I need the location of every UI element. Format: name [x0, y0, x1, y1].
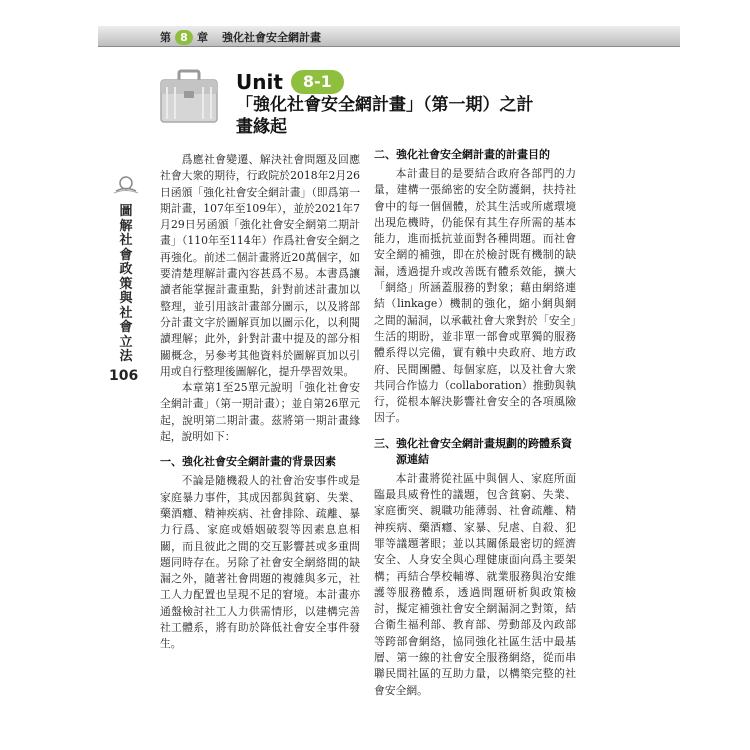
unit-number-badge: 8-1: [291, 70, 344, 94]
unit-title: 「強化社會安全網計畫」（第一期）之計畫緣起: [236, 95, 534, 137]
intro-paragraph-1: 爲應社會變遷、解決社會問題及回應社會大衆的期待，行政院於2018年2月26日函頒「強化社會安全網計畫」（即爲第一期計畫，107年至109年），並於2021年7月29日另函頒「強化社會安全網第二期計畫」（110年至114年）作爲社會安全網之再強化。前述二個計畫將近20萬個字，如要清楚理解計畫內容甚爲不易。本書爲讓讀者能掌握計畫重點，針對前述計畫加以整理，並引用該計畫部分圖示，以及將部分計畫文字於圖解頁加以圖示化，以利閱讀理解；此外，針對計畫中提及的部分相關概念，另參考其他資料於圖解頁加以引用或自行整理後圖解化，提升學習效果。: [160, 153, 360, 378]
unit-heading: [236, 70, 344, 94]
section-2-heading: 二、強化社會安全網計畫的計畫目的: [374, 148, 550, 161]
page-number: 106: [109, 368, 139, 384]
section-1-heading: 一、強化社會安全網計畫的背景因素: [160, 455, 336, 469]
unit-label: Unit: [236, 70, 283, 94]
chapter-suffix: 章: [197, 31, 208, 44]
chapter-header: [160, 29, 321, 45]
briefcase-icon: [157, 65, 221, 127]
section-3-body: 本計畫將從社區中與個人、家庭所面臨最具威脅性的議題，包含貧窮、失業、家庭衝突、親職功能薄弱、社會疏離、精神疾病、藥酒癮、家暴、兒虐、自殺、犯罪等議題著眼；並以其關係最密切的經濟安全、人身安全與心理健康面向爲主要架構；再結合學校輔導、就業服務與治安維護等服務體系，透過問題研析與政策檢討，擬定補強社會安全網漏洞之對策，結合衛生福利部、教育部、勞動部及內政部等跨部會網絡，協同強化社區生活中最基層、第一線的社會安全服務網絡，從而串聯民間社區的互助力量，以構築完整的社會安全網。: [374, 471, 576, 697]
intro-paragraph-2: 本章第1至25單元說明「強化社會安全網計畫」（第一期計畫）；並自第26單元起，說明第二期計畫。茲將第一期計畫緣起，說明如下：: [160, 381, 360, 444]
right-column: [374, 147, 576, 699]
chapter-title: 強化社會安全網計畫: [222, 31, 321, 44]
chapter-prefix: 第: [160, 31, 171, 44]
section-2-body: 本計畫目的是要結合政府各部門的力量，建構一張綿密的安全防護網，扶持社會中的每一個個體，於其生活或所處環境出現危機時，仍能保有其生存所需的基本能力，進而抵抗並面對各種問題。而社會安全網的補強，即在於檢討既有機制的缺漏，透過提升或改善既有體系效能，擴大「網絡」所涵蓋服務的對象；藉由網絡連結（linkage）機制的強化，縮小網與網之間的漏洞，以承載社會大衆對於「安全」生活的期盼，並非單一部會或單獨的服務體系得以完備，實有賴中央政府、地方政府、民間團體、每個家庭，以及社會大衆共同合作協力（collaboration）推動與執行，從根本解決影響社會安全的各項風險因子。: [374, 167, 576, 425]
chapter-number-badge: 8: [175, 30, 193, 45]
section-1-body: 不論是隨機殺人的社會治安事件或是家庭暴力事件，其成因都與貧窮、失業、藥酒癮、精神疾病、社會排除、疏離、暴力行爲、家庭或婚姻破裂等因素息息相關，而且彼此之間的交互影響甚或多重問題同時存在。另除了社會安全網絡間的缺漏之外，隨著社會問題的複雜與多元，社工人力配置也呈現不足的窘境。本計畫亦通盤檢討社工人力供需情形，以建構完善社工體系，將有助於降低社會安全事件發生。: [160, 474, 360, 651]
section-3-heading: 三、強化社會安全網計畫規劃的跨體系資源連結: [374, 436, 572, 466]
book-series-logo-icon: [113, 176, 139, 194]
left-column: [160, 152, 360, 653]
book-title-vertical: 圖解社會政策與社會立法: [119, 204, 133, 364]
